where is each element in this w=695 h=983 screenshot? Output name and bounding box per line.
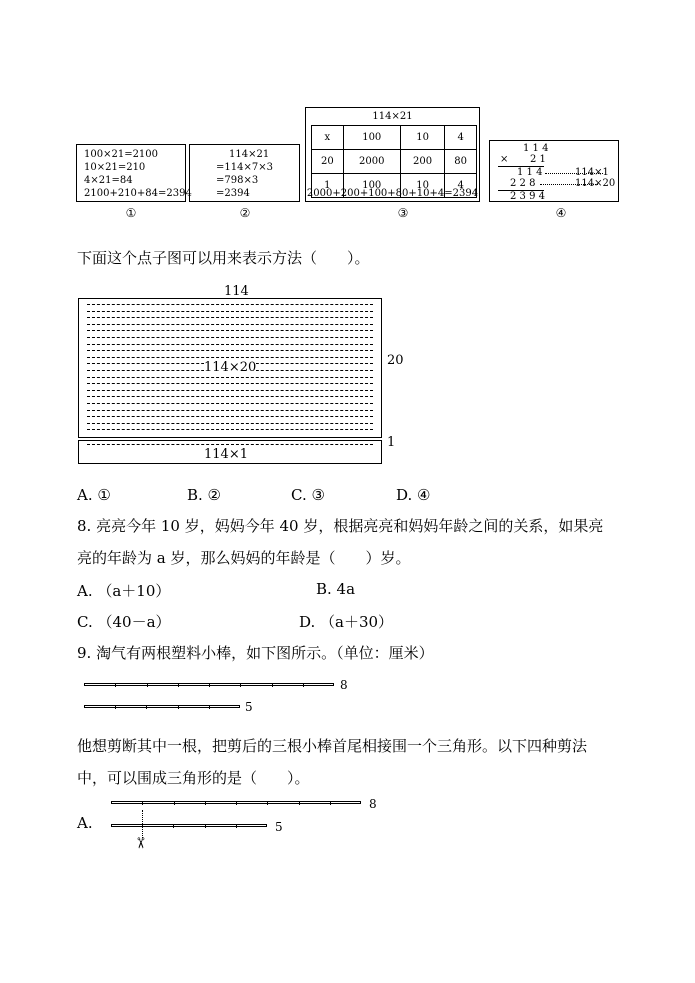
- q7-option-a[interactable]: A. ①: [77, 486, 111, 504]
- dot-row: [87, 444, 373, 445]
- stick-tick: [299, 801, 300, 805]
- dot-row: [87, 416, 373, 417]
- table-cell: 2000: [343, 150, 400, 174]
- q8-option-c[interactable]: C. （40－a）: [77, 613, 171, 631]
- stick-tick: [205, 801, 206, 805]
- method-4-box: [489, 140, 619, 202]
- option-a-stick-short: [111, 824, 267, 827]
- table-cell: 80: [445, 150, 477, 174]
- table-cell: 1: [312, 174, 344, 198]
- q9-option-a-label[interactable]: A.: [77, 814, 93, 832]
- q9-line-3: 中，可以围成三角形的是（ ）。: [77, 769, 310, 787]
- m4-multiplier: 2 1: [530, 154, 546, 165]
- stick-tick: [303, 683, 304, 687]
- method-2-label: ②: [239, 206, 251, 220]
- m4-partial1: 1 1 4: [517, 167, 543, 178]
- method-3-title: 114×21: [372, 111, 413, 122]
- table-cell: 20: [312, 150, 344, 174]
- dot-row: [87, 429, 373, 430]
- dot-row: [87, 330, 373, 331]
- q8-line-2: 亮的年龄为 a 岁，那么妈妈的年龄是（ ）岁。: [77, 549, 411, 567]
- stick-tick: [209, 705, 210, 709]
- stick-tick: [174, 801, 175, 805]
- stick-tick: [115, 683, 116, 687]
- method-4-label: ④: [555, 206, 567, 220]
- option-a-stick-long: [111, 801, 361, 804]
- stick-tick: [178, 705, 179, 709]
- stick-tick: [236, 801, 237, 805]
- q7-prompt: 下面这个点子图可以用来表示方法（ ）。: [77, 249, 370, 267]
- method-1-line: 10×21=210: [84, 162, 146, 173]
- m4-result: 2 3 9 4: [510, 191, 545, 202]
- table-cell: x: [312, 126, 344, 150]
- method-3-label: ③: [397, 206, 409, 220]
- method-1-line: 2100+210+84=2394: [84, 188, 192, 199]
- q8-option-a[interactable]: A. （a＋10）: [77, 582, 171, 600]
- stick-tick: [146, 705, 147, 709]
- stick-tick: [209, 683, 210, 687]
- dot-figure-bottom-label: 114×1: [204, 447, 248, 462]
- q9-line-1: 9. 淘气有两根塑料小棒，如下图所示。（单位：厘米）: [77, 644, 434, 662]
- q7-option-b[interactable]: B. ②: [187, 486, 222, 504]
- stick-long: [84, 683, 334, 686]
- m4-partial2: 2 2 8: [510, 178, 536, 189]
- dot-row: [87, 344, 373, 345]
- dot-row: [87, 350, 373, 351]
- method-3-sum: 2000+200+100+80+10+4=2394: [306, 188, 479, 199]
- stick-tick: [272, 683, 273, 687]
- method-2-line: =2394: [216, 188, 250, 199]
- table-cell: 4: [445, 126, 477, 150]
- table-cell: 10: [400, 126, 444, 150]
- dot-figure-main-label: 114×20: [204, 360, 257, 375]
- method-2-line: =798×3: [216, 175, 259, 186]
- table-cell: 200: [400, 150, 444, 174]
- dot-row: [87, 317, 373, 318]
- dot-row: [87, 383, 373, 384]
- dot-row: [87, 403, 373, 404]
- q8-option-d[interactable]: D. （a＋30）: [299, 613, 394, 631]
- dot-row: [87, 423, 373, 424]
- cut-line: [142, 810, 143, 838]
- m4-partial1-note: 114×1: [575, 167, 609, 178]
- dot-row: [87, 390, 373, 391]
- stick-tick: [173, 824, 174, 828]
- table-row: [312, 150, 477, 174]
- table-cell: 100: [343, 126, 400, 150]
- stick-tick: [267, 801, 268, 805]
- stick-short: [84, 705, 240, 708]
- method-2-box: [189, 144, 300, 202]
- stick-tick: [205, 824, 206, 828]
- method-1-line: 100×21=2100: [84, 149, 159, 160]
- m4-times-sign: ×: [500, 154, 509, 165]
- dot-row: [87, 311, 373, 312]
- q7-option-d[interactable]: D. ④: [396, 486, 431, 504]
- stick-short-length: 5: [245, 700, 253, 714]
- dot-row: [87, 304, 373, 305]
- dot-row: [87, 337, 373, 338]
- method-1-line: 4×21=84: [84, 175, 133, 186]
- option-a-stick-short-length: 5: [275, 820, 283, 834]
- dot-figure-small-box: [78, 440, 382, 464]
- table-row: [312, 126, 477, 150]
- stick-tick: [115, 705, 116, 709]
- method-2-line: 114×21: [229, 149, 270, 160]
- option-a-stick-long-length: 8: [369, 797, 377, 811]
- m4-partial2-note: 114×20: [575, 178, 616, 189]
- stick-tick: [330, 801, 331, 805]
- dot-row: [87, 357, 373, 358]
- stick-tick: [178, 683, 179, 687]
- q8-line-1: 8. 亮亮今年 10 岁，妈妈今年 40 岁，根据亮亮和妈妈年龄之间的关系，如果亮: [77, 517, 604, 535]
- dot-figure-main-box: [78, 298, 382, 438]
- stick-tick: [147, 683, 148, 687]
- dot-row: [87, 396, 373, 397]
- method-2-line: =114×7×3: [216, 162, 273, 173]
- method-1-box: [76, 144, 192, 202]
- table-cell: 100: [343, 174, 400, 198]
- stick-tick: [236, 824, 237, 828]
- method-1-label: ①: [125, 206, 137, 220]
- dot-figure-side-label-big: 20: [387, 353, 404, 368]
- stick-tick: [240, 683, 241, 687]
- dot-figure-side-label-small: 1: [387, 435, 396, 450]
- q9-line-2: 他想剪断其中一根，把剪后的三根小棒首尾相接围一个三角形。以下四种剪法: [77, 737, 588, 755]
- q7-option-c[interactable]: C. ③: [291, 486, 325, 504]
- dot-row: [87, 324, 373, 325]
- q8-option-b[interactable]: B. 4a: [316, 580, 356, 598]
- dot-row: [87, 410, 373, 411]
- table-cell: 10: [400, 174, 444, 198]
- dot-row: [87, 377, 373, 378]
- m4-multiplicand: 1 1 4: [523, 143, 549, 154]
- scissors-icon: ✂: [131, 836, 150, 850]
- table-cell: 4: [445, 174, 477, 198]
- dot-figure-top-label: 114: [224, 284, 249, 299]
- method-3-box: [305, 107, 480, 202]
- stick-long-length: 8: [340, 678, 348, 692]
- stick-tick: [142, 801, 143, 805]
